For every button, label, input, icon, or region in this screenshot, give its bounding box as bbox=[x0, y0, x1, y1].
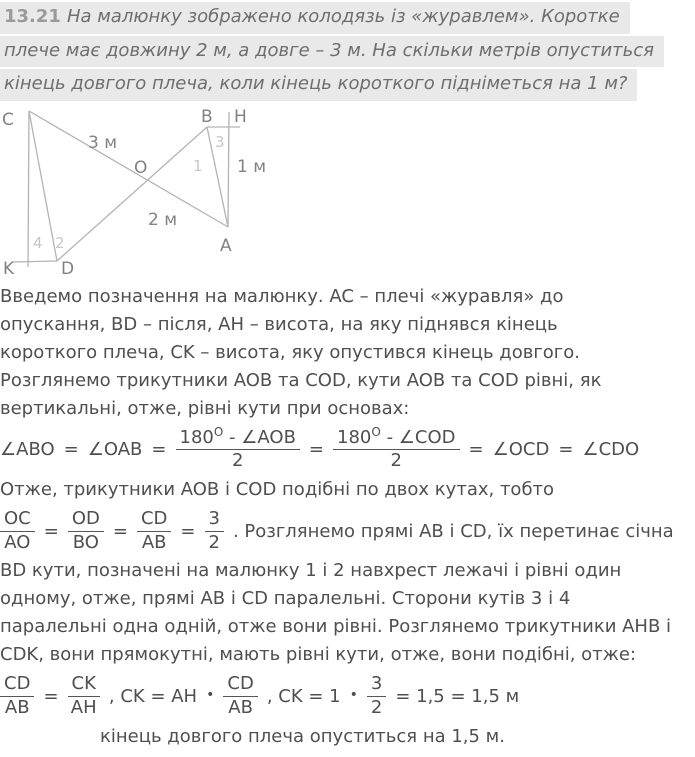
angle-label-3: 3 bbox=[215, 132, 225, 151]
fraction bbox=[0, 509, 35, 553]
problem-statement bbox=[0, 2, 695, 101]
text-line: одному, отже, прямі AB і CD паралельні. Сторони кутів 3 і 4 bbox=[0, 588, 571, 610]
fraction bbox=[137, 509, 171, 553]
multiplication-dot: • bbox=[349, 687, 358, 704]
rise-height-line-ha bbox=[228, 112, 229, 227]
measure-label-rise: 1 м bbox=[237, 156, 267, 177]
fraction-denominator: AH bbox=[70, 696, 97, 718]
fraction-denominator: 2 bbox=[208, 531, 220, 553]
well-sweep-figure bbox=[0, 103, 695, 279]
fraction-numerator: CD bbox=[0, 674, 34, 697]
inline-text: = 1,5 = 1,5 м bbox=[395, 685, 520, 707]
fraction-numerator: CK bbox=[68, 674, 100, 697]
angle-term: ∠OAB bbox=[87, 439, 143, 461]
inline-text: , CK = AH bbox=[108, 685, 198, 707]
formula-base-angles bbox=[0, 424, 695, 472]
problem-number: 13.21 bbox=[4, 6, 61, 27]
multiplication-dot: • bbox=[206, 687, 215, 704]
statement-line bbox=[0, 2, 695, 34]
point-label-o: O bbox=[134, 157, 148, 178]
text-line: CDK, вони прямокутні, мають рівні кути, отже, вони подібні, отже: bbox=[0, 644, 637, 666]
numerator-base: 180 bbox=[337, 426, 372, 448]
paragraph-triangles-aob-cod bbox=[0, 367, 695, 423]
lever-after-line-bd bbox=[57, 127, 207, 261]
equals-sign: = bbox=[63, 439, 79, 461]
paragraph-similarity: Отже, трикутники AOB і COD подібні по двох кутах, тобто bbox=[0, 478, 555, 500]
statement-highlight bbox=[0, 69, 637, 101]
point-label-c: C bbox=[2, 109, 14, 130]
text-line: вертикальні, отже, рівні кути при основах: bbox=[0, 397, 410, 419]
equals-sign: = bbox=[308, 439, 325, 461]
fraction-denominator: AB bbox=[228, 696, 253, 718]
fraction bbox=[333, 424, 460, 472]
fraction-denominator: BO bbox=[72, 531, 99, 553]
fraction-numerator: 3 bbox=[367, 674, 386, 697]
paragraph-parallel-lines bbox=[0, 557, 695, 669]
inline-text: , CK = 1 bbox=[266, 685, 341, 707]
fraction bbox=[367, 674, 386, 718]
point-label-d: D bbox=[61, 258, 75, 279]
statement-text: кінець довгого плеча, коли кінець короткого підніметься на 1 м? bbox=[4, 73, 628, 94]
fraction-numerator bbox=[176, 424, 300, 451]
statement-text: плече має довжину 2 м, а довге – 3 м. На скільки метрів опуститься bbox=[4, 39, 654, 61]
angle-term: ∠CDO bbox=[582, 439, 640, 461]
degree-superscript: O bbox=[213, 424, 224, 439]
fraction bbox=[68, 674, 100, 718]
fraction-numerator: CD bbox=[137, 509, 171, 532]
angle-label-1: 1 bbox=[193, 156, 203, 175]
fraction-denominator: AB bbox=[4, 696, 30, 718]
point-label-b: B bbox=[201, 106, 213, 127]
conclusion-text: кінець довгого плеча опуститься на 1,5 м. bbox=[100, 725, 505, 747]
equals-sign: = bbox=[468, 439, 484, 461]
paragraph-notation bbox=[0, 283, 695, 367]
statement-line bbox=[0, 69, 695, 101]
text-line: Введемо позначення на малюнку. AC – плечі «журавля» до bbox=[0, 285, 564, 307]
text-line: паралельні одна одній, отже вони рівні. Розглянемо трикутники AHB і bbox=[0, 616, 672, 638]
inline-text: . Розглянемо прямі AB і CD, їх перетинає січна bbox=[232, 520, 674, 542]
statement-highlight bbox=[0, 36, 664, 68]
horizontal-line-kd bbox=[13, 261, 57, 262]
point-label-a: A bbox=[220, 235, 232, 256]
formula-result bbox=[0, 674, 695, 718]
numerator-rest: - ∠AOB bbox=[229, 426, 296, 448]
angle-label-2: 2 bbox=[55, 233, 65, 252]
fraction bbox=[68, 509, 104, 553]
statement-text: На малюнку зображено колодязь із «журавлем». Коротке bbox=[66, 6, 620, 27]
equals-sign: = bbox=[151, 439, 167, 461]
measure-label-short-arm: 2 м bbox=[148, 209, 178, 230]
fraction-denominator: 2 bbox=[231, 450, 244, 472]
equals-sign: = bbox=[112, 520, 128, 542]
drop-height-line-ck bbox=[28, 111, 29, 267]
fraction-numerator: CD bbox=[223, 674, 257, 697]
fraction-denominator: AO bbox=[4, 531, 31, 553]
angle-label-4: 4 bbox=[33, 233, 43, 252]
measure-label-long-arm: 3 м bbox=[88, 132, 118, 153]
fraction-denominator: 2 bbox=[370, 696, 383, 718]
text-line: опускання, BD – після, AH – висота, на яку піднявся кінець bbox=[0, 313, 558, 335]
fraction-denominator: 2 bbox=[390, 450, 402, 472]
degree-superscript: O bbox=[371, 424, 381, 439]
fraction-denominator: AB bbox=[141, 531, 167, 553]
fraction-numerator: OC bbox=[0, 509, 35, 532]
fraction-numerator bbox=[333, 424, 460, 451]
statement-highlight bbox=[0, 2, 630, 34]
numerator-base: 180 bbox=[179, 426, 214, 448]
fraction bbox=[0, 674, 34, 718]
equals-sign: = bbox=[558, 439, 574, 461]
statement-line bbox=[0, 36, 695, 68]
solution-body bbox=[0, 283, 695, 751]
fraction bbox=[176, 424, 300, 472]
fraction bbox=[205, 509, 224, 553]
numerator-rest: - ∠COD bbox=[386, 426, 456, 448]
equals-sign: = bbox=[180, 520, 196, 542]
fraction-numerator: OD bbox=[68, 509, 104, 532]
equals-sign: = bbox=[43, 685, 59, 707]
text-line: BD кути, позначені на малюнку 1 і 2 навхрест лежачі і рівні один bbox=[0, 560, 622, 582]
figure-svg bbox=[0, 103, 300, 279]
text-line: Розглянемо трикутники AOB та COD, кути AOB та COD рівні, як bbox=[0, 369, 602, 391]
angle-term: ∠ABO bbox=[0, 439, 55, 461]
point-label-h: H bbox=[234, 106, 247, 127]
equals-sign: = bbox=[43, 520, 59, 542]
text-line: короткого плеча, CK – висота, яку опустився кінець довгого. bbox=[0, 341, 580, 363]
point-label-k: K bbox=[3, 258, 15, 279]
angle-term: ∠OCD bbox=[492, 439, 550, 461]
fraction bbox=[223, 674, 257, 718]
formula-ratios bbox=[0, 509, 695, 553]
fraction-numerator: 3 bbox=[205, 509, 224, 532]
